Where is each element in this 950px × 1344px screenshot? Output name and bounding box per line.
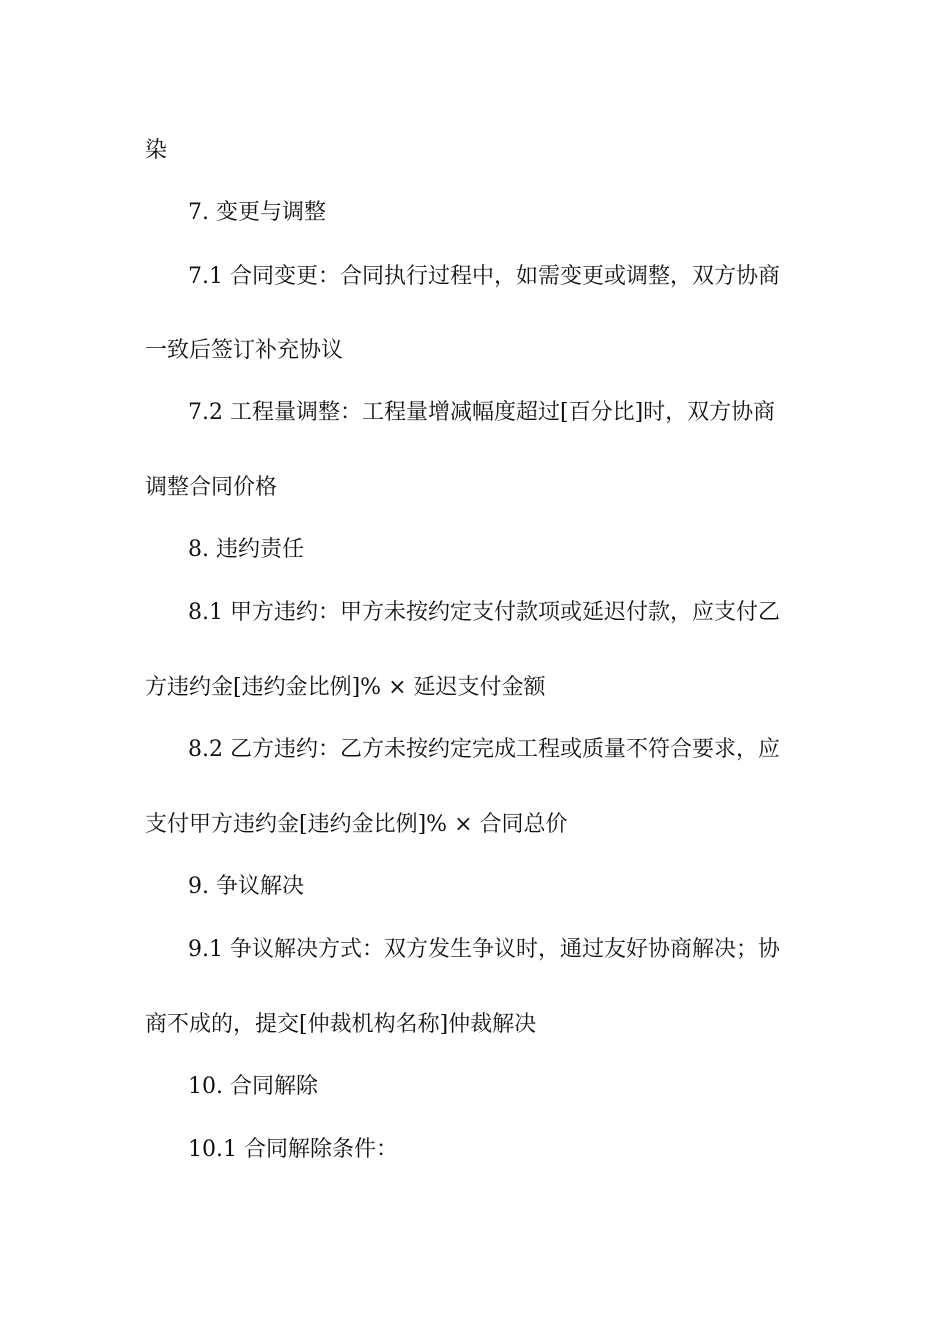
clause-7-2-continued: 调整合同价格	[145, 475, 278, 500]
text-line-continuation: 染	[145, 138, 168, 163]
clause-10-1: 10.1 合同解除条件：	[188, 1137, 398, 1162]
clause-7-2: 7.2 工程量调整：工程量增减幅度超过[百分比]时，双方协商	[188, 400, 776, 425]
clause-8-1-continued: 方违约金[违约金比例]% × 延迟支付金额	[145, 675, 546, 700]
section-heading-8: 8. 违约责任	[188, 537, 304, 562]
clause-8-2: 8.2 乙方违约：乙方未按约定完成工程或质量不符合要求，应	[188, 737, 780, 762]
section-heading-9: 9. 争议解决	[188, 874, 304, 899]
clause-9-1-continued: 商不成的，提交[仲裁机构名称]仲裁解决	[145, 1012, 537, 1037]
section-heading-7: 7. 变更与调整	[188, 200, 326, 225]
clause-9-1: 9.1 争议解决方式：双方发生争议时，通过友好协商解决；协	[188, 937, 780, 962]
clause-8-1: 8.1 甲方违约：甲方未按约定支付款项或延迟付款，应支付乙	[188, 600, 780, 625]
section-heading-10: 10. 合同解除	[188, 1074, 318, 1099]
clause-8-2-continued: 支付甲方违约金[违约金比例]% × 合同总价	[145, 812, 568, 837]
clause-7-1: 7.1 合同变更：合同执行过程中，如需变更或调整，双方协商	[188, 264, 780, 289]
clause-7-1-continued: 一致后签订补充协议	[145, 338, 344, 363]
